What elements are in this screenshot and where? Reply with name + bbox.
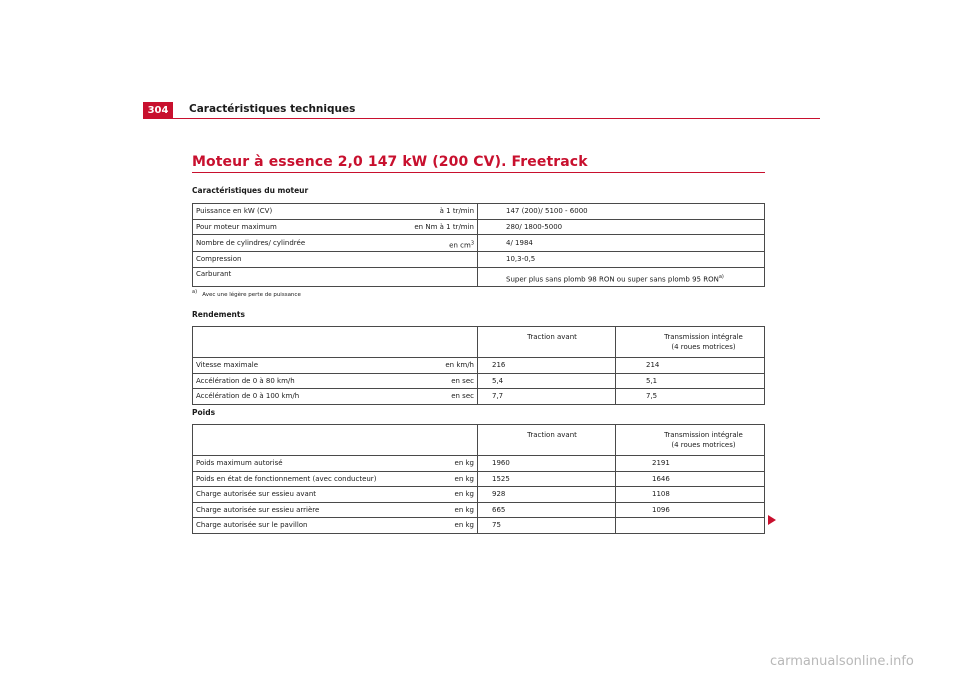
performance-table xyxy=(192,326,765,405)
table-row: Charge autorisée sur essieu arrière en kg 665 1096 xyxy=(193,502,765,518)
column-header-awd: Transmission intégrale (4 roues motrices) xyxy=(616,327,765,358)
row-unit: en $cm^3$ xyxy=(449,239,474,250)
table-row: Charge autorisée sur le pavillon en kg 75 xyxy=(193,518,765,534)
row-label: Pour moteur maximum xyxy=(196,222,277,231)
row-value: 4/ 1984 xyxy=(478,235,765,252)
table-header-row xyxy=(193,327,765,358)
table-row xyxy=(193,267,765,287)
row-value: 147 (200)/ 5100 - 6000 xyxy=(478,204,765,220)
column-header-fwd: Traction avant xyxy=(478,327,616,358)
column-header-fwd: Traction avant xyxy=(478,425,616,456)
row-label: Nombre de cylindres/ cylindrée xyxy=(196,239,306,247)
table-row xyxy=(193,235,765,252)
title-rule xyxy=(192,172,765,173)
header-rule xyxy=(173,118,820,119)
table-header-row xyxy=(193,425,765,456)
row-label: Carburant xyxy=(196,269,232,278)
section-title: Caractéristiques techniques xyxy=(189,103,356,115)
table-row: Poids en état de fonctionnement (avec conducteur) en kg 1525 1646 xyxy=(193,471,765,487)
table-row: Vitesse maximale en km/h 216 214 xyxy=(193,358,765,374)
table-row: Accélération de 0 à 80 km/h en sec 5,4 5,1 xyxy=(193,373,765,389)
column-header-awd: Transmission intégrale (4 roues motrices) xyxy=(616,425,765,456)
footnote: $^{a)}$ Avec une légère perte de puissance xyxy=(192,289,301,298)
page-number: 304 xyxy=(143,102,173,119)
engine-section-label: Caractéristiques du moteur xyxy=(192,186,309,195)
weights-table xyxy=(192,424,765,534)
performance-section-label: Rendements xyxy=(192,310,245,319)
row-label: Compression xyxy=(196,255,242,264)
row-value: Super plus sans plomb 98 RON ou super sans plomb 95 RON$^{a)}$ xyxy=(478,267,765,287)
table-row: Charge autorisée sur essieu avant en kg 928 1108 xyxy=(193,487,765,503)
table-row xyxy=(193,204,765,220)
table-row: Poids maximum autorisé en kg 1960 2191 xyxy=(193,456,765,472)
continue-arrow-icon xyxy=(768,515,776,525)
row-value: 10,3-0,5 xyxy=(478,252,765,268)
row-unit: à 1 tr/min xyxy=(439,207,474,216)
row-value: 280/ 1800-5000 xyxy=(478,219,765,235)
table-row: Accélération de 0 à 100 km/h en sec 7,7 7,5 xyxy=(193,389,765,405)
table-row xyxy=(193,252,765,268)
table-row xyxy=(193,219,765,235)
row-unit: en Nm à 1 tr/min xyxy=(414,222,474,231)
page-header xyxy=(143,102,820,120)
weights-section-label: Poids xyxy=(192,408,216,417)
row-label: Puissance en kW (CV) xyxy=(196,207,273,216)
page-title: Moteur à essence 2,0 147 kW (200 CV). Freetrack xyxy=(192,154,588,170)
engine-table xyxy=(192,203,765,287)
watermark: carmanualsonline.info xyxy=(770,654,914,669)
